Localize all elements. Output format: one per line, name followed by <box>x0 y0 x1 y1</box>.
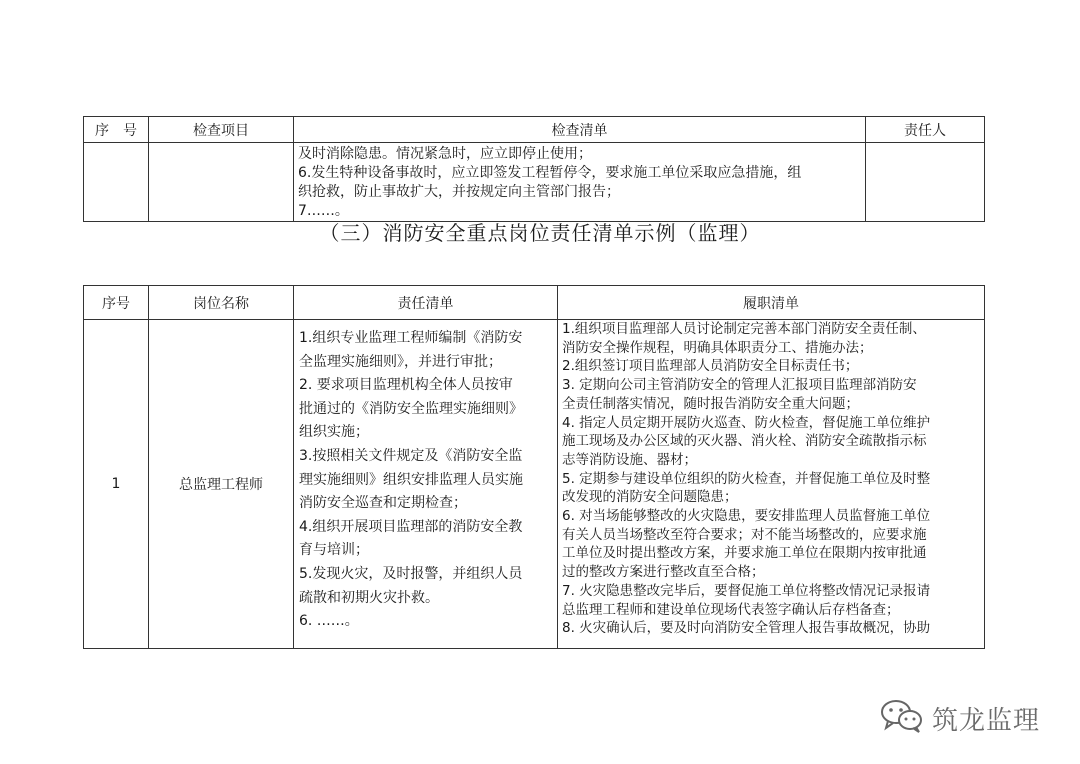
duty-line: 6. 对当场能够整改的火灾隐患，要安排监理人员监督施工单位 <box>562 508 931 525</box>
responsibility-line: 5.发现火灾，及时报警，并组织人员 <box>299 565 523 582</box>
header-responsible-person: 责任人 <box>866 117 985 143</box>
watermark <box>880 698 1040 738</box>
responsible-person-cell <box>866 143 985 222</box>
responsibility-table <box>83 285 985 649</box>
responsibility-line: 消防安全巡查和定期检查； <box>299 495 467 512</box>
responsibility-line: 理实施细则》组织安排监理人员实施 <box>299 471 523 488</box>
responsibility-line: 1.组织专业监理工程师编制《消防安 <box>299 330 523 346</box>
position-name: 总监理工程师 <box>149 320 294 649</box>
duty-line: 3. 定期向公司主管消防安全的管理人汇报项目监理部消防安 <box>562 377 917 394</box>
responsibility-line: 2. 要求项目监理机构全体人员按审 <box>299 377 513 394</box>
duty-line: 4. 指定人员定期开展防火巡查、防火检查，督促施工单位维护 <box>562 414 931 431</box>
responsibility-line: 全监理实施细则》，并进行审批； <box>299 353 502 370</box>
inspection-table-header <box>84 117 985 143</box>
checklist-line: 织抢救，防止事故扩大，并按规定向主管部门报告； <box>298 184 620 200</box>
checklist-line: 7……。 <box>298 203 349 219</box>
duty-line: 工单位及时提出整改方案，并要求施工单位在限期内按审批通 <box>562 545 927 562</box>
duty-line: 有关人员当场整改至符合要求；对不能当场整改的，应要求施 <box>562 526 927 543</box>
duty-line: 5. 定期参与建设单位组织的防火检查，并督促施工单位及时整 <box>562 470 931 487</box>
duty-line: 改发现的消防安全问题隐患； <box>562 489 738 506</box>
duty-list-cell <box>558 320 985 649</box>
responsibility-line: 批通过的《消防安全监理实施细则》 <box>299 400 523 417</box>
responsibility-line: 疏散和初期火灾扑救。 <box>299 589 439 606</box>
duty-line: 施工现场及办公区域的灭火器、消火栓、消防安全疏散指示标 <box>562 433 927 450</box>
responsibility-line: 育与培训； <box>299 542 369 559</box>
header-checklist: 检查清单 <box>294 117 866 143</box>
checklist-cell <box>294 143 866 222</box>
duty-line: 7. 火灾隐患整改完毕后，要督促施工单位将整改情况记录报请 <box>562 582 931 599</box>
header-responsibility-list: 责任清单 <box>294 286 558 320</box>
inspection-item-cell <box>149 143 294 222</box>
header-inspection-item: 检查项目 <box>149 117 294 143</box>
duty-line: 2.组织签订项目监理部人员消防安全目标责任书； <box>562 358 859 375</box>
duty-line: 过的整改方案进行整改直至合格； <box>562 564 765 581</box>
responsibility-table-header <box>84 286 985 320</box>
duty-line: 全责任制落实情况，随时报告消防安全重大问题； <box>562 395 859 412</box>
section-heading: （三）消防安全重点岗位责任清单示例（监理） <box>319 221 761 245</box>
duty-line: 消防安全操作规程，明确具体职责分工、措施办法； <box>562 339 873 356</box>
checklist-line: 及时消除隐患。情况紧急时，应立即停止使用； <box>298 146 592 162</box>
responsibility-line: 6. ……。 <box>299 613 359 630</box>
header-index: 序 号 <box>84 117 149 143</box>
checklist-line: 6.发生特种设备事故时，应立即签发工程暂停令，要求施工单位采取应急措施，组 <box>298 165 802 181</box>
wechat-icon <box>880 698 924 738</box>
responsibility-line: 4.组织开展项目监理部的消防安全教 <box>299 518 523 535</box>
table-row <box>84 143 985 222</box>
header-duty-list: 履职清单 <box>558 286 985 320</box>
duty-line: 总监理工程师和建设单位现场代表签字确认后存档备查； <box>562 601 900 618</box>
duty-line: 8. 火灾确认后，要及时向消防安全管理人报告事故概况，协助 <box>562 620 931 637</box>
index-cell <box>84 143 149 222</box>
responsibility-line: 组织实施； <box>299 424 369 441</box>
table-row <box>84 320 985 649</box>
duty-line: 志等消防设施、器材； <box>562 451 697 468</box>
header-position-name: 岗位名称 <box>149 286 294 320</box>
row-index: 1 <box>84 320 149 649</box>
responsibility-line: 3.按照相关文件规定及《消防安全监 <box>299 447 523 464</box>
duty-line: 1.组织项目监理部人员讨论制定完善本部门消防安全责任制、 <box>562 321 926 337</box>
responsibility-list-cell <box>294 320 558 649</box>
inspection-table <box>83 116 985 222</box>
header-index: 序号 <box>84 286 149 320</box>
watermark-text: 筑龙监理 <box>932 705 1041 736</box>
